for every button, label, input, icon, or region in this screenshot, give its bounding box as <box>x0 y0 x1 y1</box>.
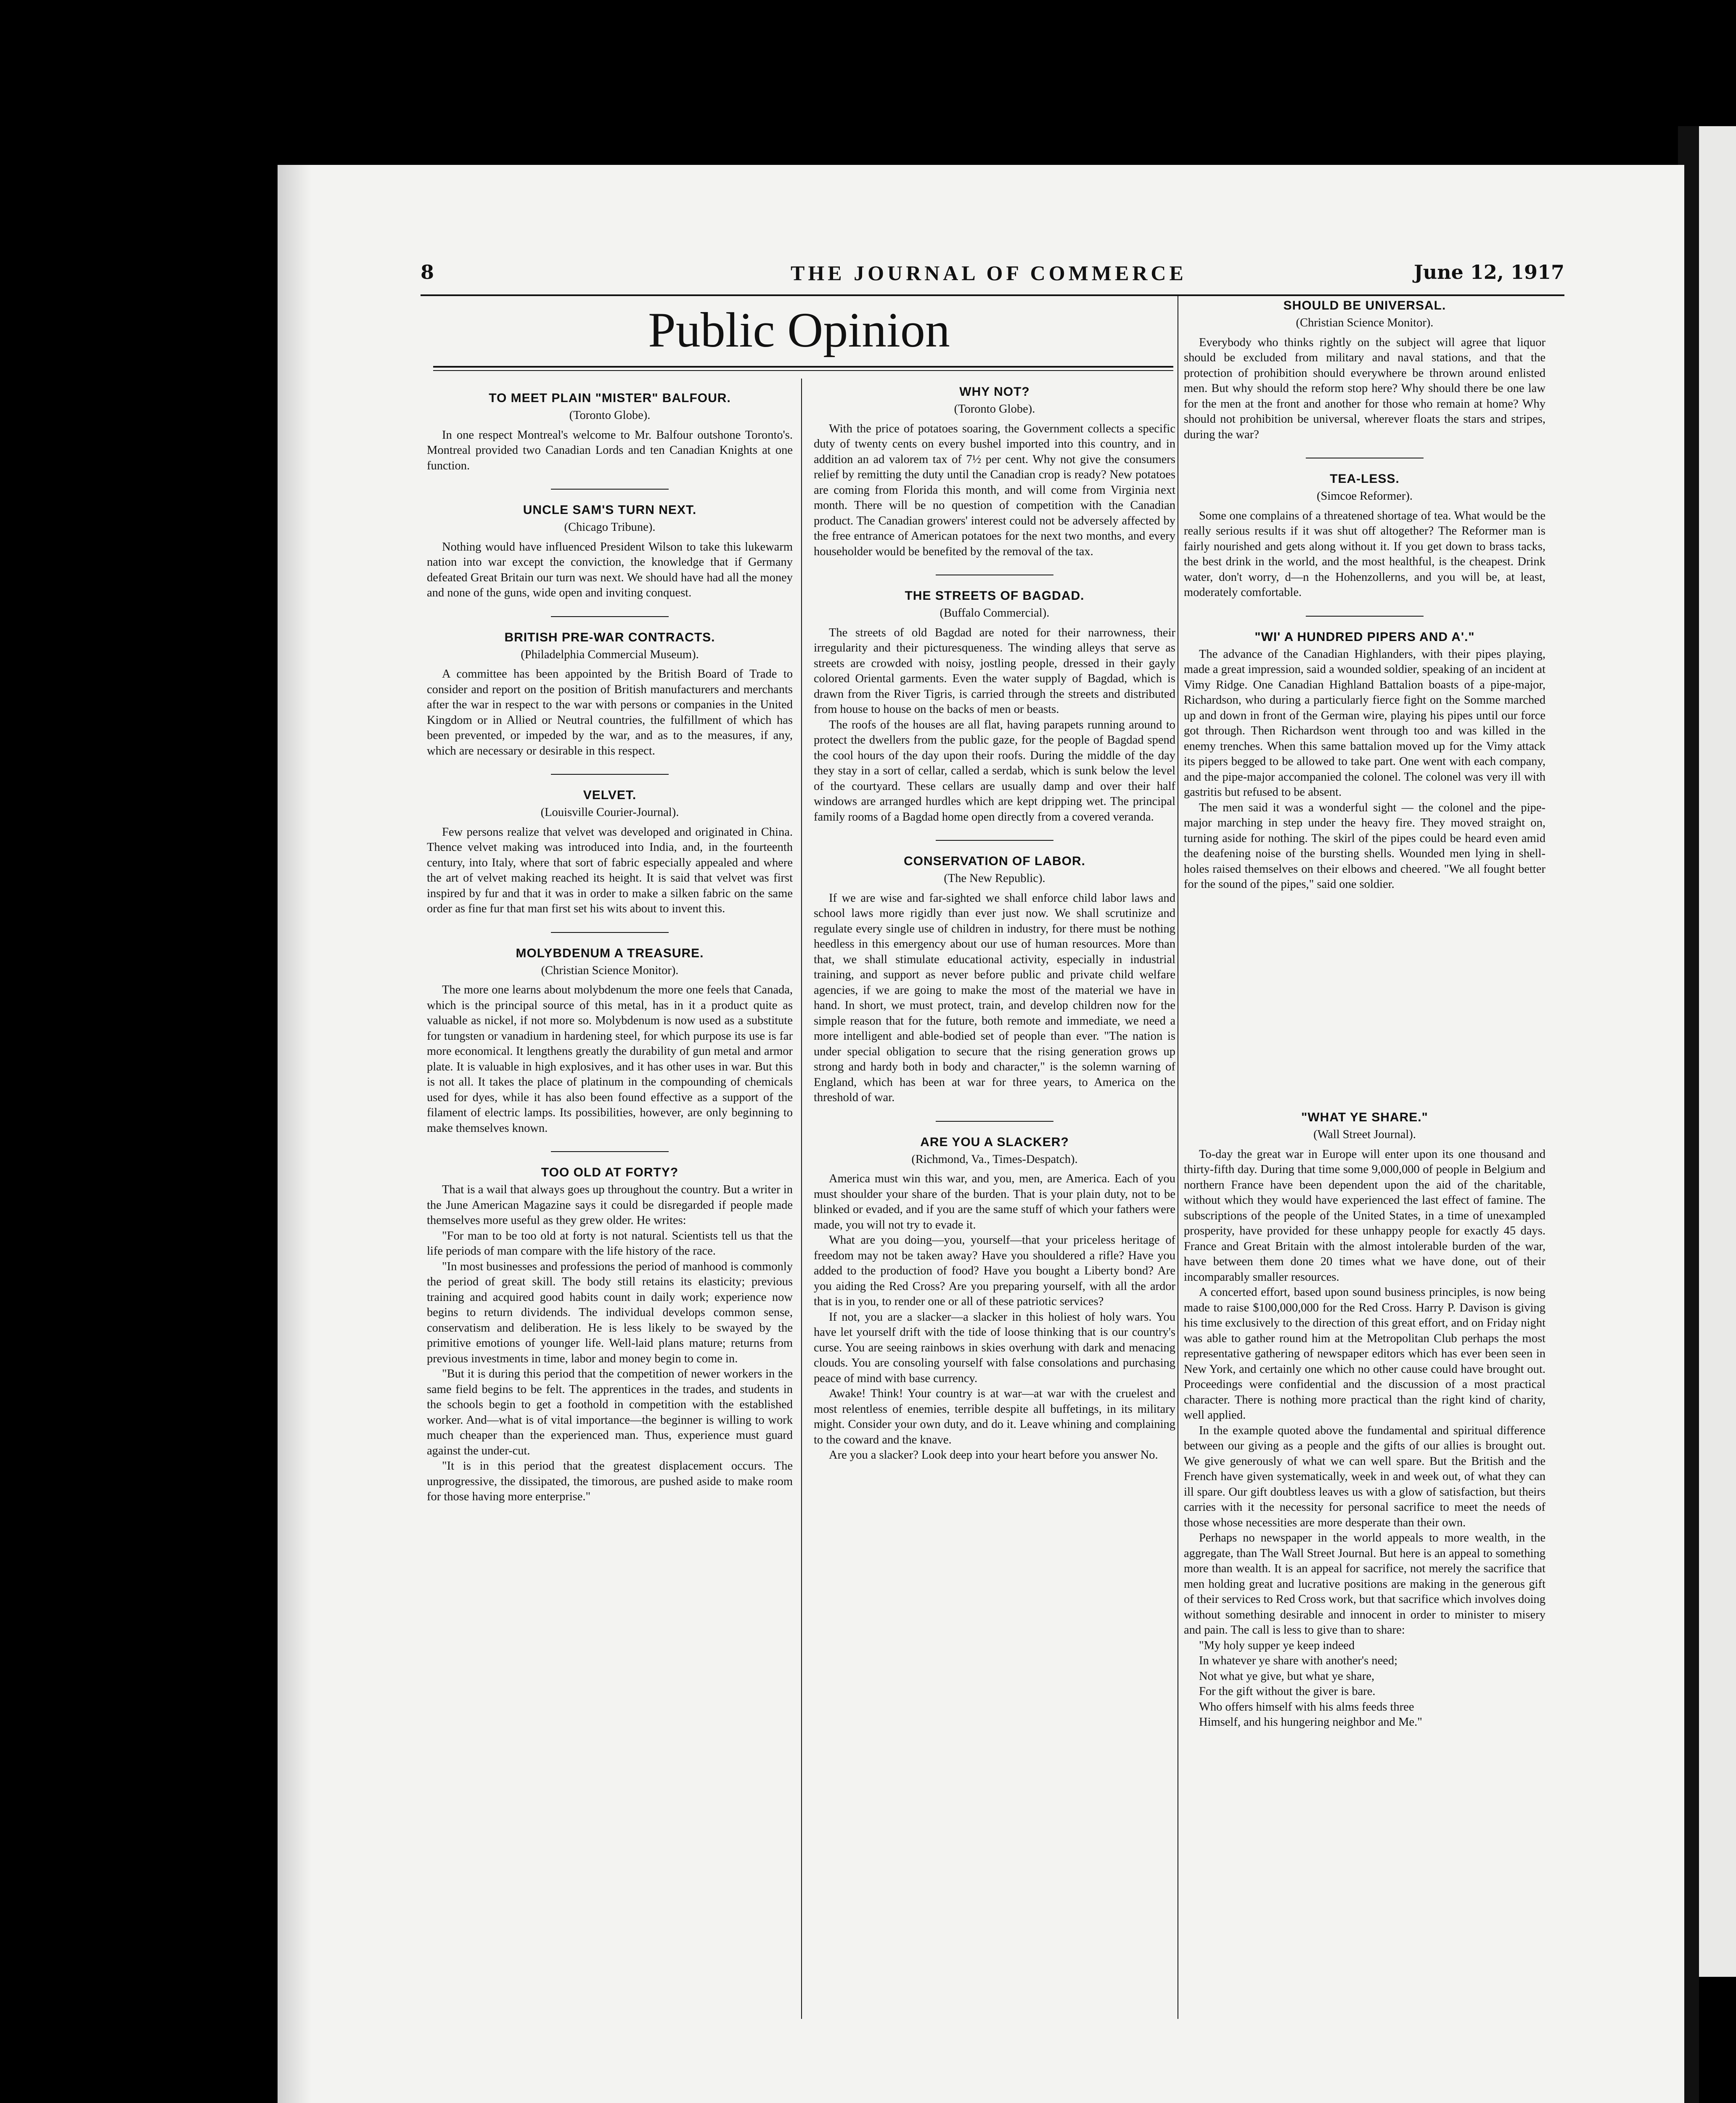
article <box>427 489 793 601</box>
article <box>814 575 1175 825</box>
article-paragraph: If not, you are a slacker—a slacker in this holiest of holy wars. You have let yourself drift with the tide of loose thinking that is our country's curse. You are seeing rainbows in skies overhung with dark and menacing clouds. You are consoling yourself with false consolations and purchasing peace of mind with base currency. <box>814 1310 1175 1385</box>
section-heading: Public Opinion <box>648 302 950 358</box>
article-source: (Chicago Tribune). <box>564 521 656 534</box>
article-paragraph: The advance of the Canadian Highlanders, with their pipes playing, made a great impression, said a wounded soldier, speaking of an incident at Vimy Ridge. One Canadian Highland Battalion boasts of a pipe-major, Richardson, who during a particularly fierce fight on the Somme marched up and down in front of the German wire, playing his pipes until our force got through. Then Richardson went through too and was killed in the enemy trenches. When this same battalion moved up for the Vimy attack its pipers begged to be allowed to take part. One went with each company, and the pipe-major accompanied the colonel. The colonel was very ill with gastritis but refused to be absent. <box>1184 647 1545 799</box>
article-title: UNCLE SAM'S TURN NEXT. <box>523 503 697 517</box>
article-title: THE STREETS OF BAGDAD. <box>905 589 1085 603</box>
article-paragraph: With the price of potatoes soaring, the Government collects a specific duty of twenty cents on every bushel imported into this country, and in addition an ad valorem tax of 7½ per cent. Why not give the consumers relief by remitting the duty until the Canadian crop is ready? New potatoes are coming from Florida this month, and will come from Virginia next month. There will be no question of competition with the Canadian product. The Canadian growers' interest could not be adversely affected by the free entrance of American potatoes for the next two months, and every householder would be benefited by the removal of the tax. <box>814 422 1175 558</box>
article-paragraph: To-day the great war in Europe will enter upon its one thousand and thirty-fifth day. During that time some 9,000,000 of people in Belgium and northern France have been dependent upon the aid of the charitable, without which they would have experienced the last effect of famine. The subscriptions of the people of the United States, in a time of unexampled prosperity, have provided for these unhappy people for exactly 45 days. France and Great Britain with the almost intolerable burden of the war, have between them done 20 times what we have done, out of their incomparably smaller resources. <box>1184 1147 1545 1284</box>
heading-rule-1 <box>433 366 1173 368</box>
article <box>814 840 1175 1106</box>
article-paragraph: Are you a slacker? Look deep into your heart before you answer No. <box>829 1449 1158 1462</box>
article-title: TEA-LESS. <box>1330 472 1400 486</box>
article-source: (Christian Science Monitor). <box>1296 316 1434 329</box>
article-source: (Richmond, Va., Times-Despatch). <box>911 1152 1078 1166</box>
article-separator <box>936 840 1053 841</box>
column-3 <box>1184 294 1545 895</box>
article-title: "WI' A HUNDRED PIPERS AND A'." <box>1254 630 1475 644</box>
article-title: SHOULD BE UNIVERSAL. <box>1283 299 1446 313</box>
article-source: (Toronto Globe). <box>954 403 1035 416</box>
article-separator <box>551 616 669 617</box>
verse-line: Not what ye give, but what ye share, <box>1199 1669 1375 1683</box>
article-source: (Toronto Globe). <box>569 409 651 422</box>
article-paragraph: A committee has been appointed by the British Board of Trade to consider and report on the position of British manufacturers and merchants after the war in respect to the war with persons or companies in the United Kingdom or in Allied or Neutral countries, the fulfillment of which has been prevented, or impeded by the war, and as to the measures, if any, which are necessary or desirable in this respect. <box>427 667 793 758</box>
article-source: (Buffalo Commercial). <box>939 607 1050 620</box>
article-paragraph: "For man to be too old at forty is not natural. Scientists tell us that the life periods of man compare with the life history of the race. <box>427 1229 793 1258</box>
article-source: (Wall Street Journal). <box>1313 1128 1416 1141</box>
article-paragraph: Some one complains of a threatened shortage of tea. What would be the really serious results if it was shut off altogether? The Reformer man is fairly nourished and gets along without it. If you get down to brass tacks, the best drink in the world, and the most healthful, is the cheapest. Drink water, don't worry, d—n the Hohenzollerns, and you will be, at least, moderately comfortable. <box>1184 509 1545 599</box>
article <box>427 774 793 917</box>
article-paragraph: Everybody who thinks rightly on the subject will agree that liquor should be excluded from military and naval stations, and that the protection of prohibition should everywhere be thrown around enlisted men. But why should the reform stop here? Why should there be one law for the men at the front and another for those who remain at home? Why should not prohibition be universal, wherever floats the stars and stripes, during the war? <box>1184 336 1545 441</box>
article-paragraph: "But it is during this period that the competition of newer workers in the same field begins to be felt. The apprentices in the trades, and students in the schools begin to get a foothold in competition with the established worker. And—what is of vital importance—the beginner is willing to work much cheaper than the experienced man. Thus, experience must guard against the under-cut. <box>427 1367 793 1457</box>
article-title: ARE YOU A SLACKER? <box>920 1135 1069 1149</box>
article-paragraph: In the example quoted above the fundamental and spiritual difference between our giving as a people and the gifts of our allies is brought out. We give generously of what we can well spare. But the British and the French have given systematically, week in and week out, of what they can ill spare. Our gift doubtless leaves us with a glow of satisfaction, but theirs carries with it the necessity for personal sacrifice to meet the needs of those whose necessities are more desperate than their own. <box>1184 1424 1545 1529</box>
article-separator <box>1306 616 1424 617</box>
article-paragraph: "It is in this period that the greatest displacement occurs. The unprogressive, the dissipated, the timorous, are pushed aside to make room for those having more enterprise." <box>427 1459 793 1503</box>
article-title: MOLYBDENUM A TREASURE. <box>516 946 704 960</box>
article-paragraph: Few persons realize that velvet was developed and originated in China. Thence velvet making was introduced into India, and, in the fourteenth century, into Italy, where that sort of fabric especially appealed and where the art of velvet making reached its height. It is said that velvet was first inspired by fur and that it was in order to make a silken fabric on the same order as fine fur that man first set his wits about to invent this. <box>427 825 793 915</box>
article-source: (Christian Science Monitor). <box>541 964 679 977</box>
article-separator <box>936 1121 1053 1122</box>
article-title: TO MEET PLAIN "MISTER" BALFOUR. <box>489 391 731 405</box>
page-number: 8 <box>421 261 434 283</box>
heading-rule-2 <box>433 370 1173 371</box>
article-source: (Simcoe Reformer). <box>1317 490 1413 503</box>
column-2 <box>814 381 1175 1466</box>
page-left-shadow <box>278 165 311 2103</box>
article <box>814 1121 1175 1463</box>
article-paragraph: What are you doing—you, yourself—that your priceless heritage of freedom may not be taken away? Have you shouldered a rifle? Have you added to the production of food? Have you bought a Liberty bond? Are you aiding the Red Cross? Are you preparing yourself, with all the ardor that is in you, to render one or all of these patriotic services? <box>814 1234 1175 1308</box>
article-paragraph: That is a wail that always goes up throughout the country. But a writer in the June American Magazine says it could be disregarded if people made themselves more useful as they grew older. He writes: <box>427 1183 793 1227</box>
article-title: "WHAT YE SHARE." <box>1301 1110 1428 1124</box>
article-paragraph: Perhaps no newspaper in the world appeals to more wealth, in the aggregate, than The Wall Street Journal. But here is an appeal to something more than wealth. It is an appeal for sacrifice, not merely the sacrifice that men holding great and lucrative positions are making in the generous gift of their services to Red Cross work, but that sacrifice which involves doing without something desirable and innocent in order to minister to misery and pain. The call is less to give than to share: <box>1184 1531 1545 1637</box>
article <box>427 390 793 474</box>
article-paragraph: Awake! Think! Your country is at war—at war with the cruelest and most relentless of enemies, terrible despite all buffetings, in its military might. Consider your own duty, and do it. Leave whining and complaining to the coward and the knave. <box>814 1387 1175 1446</box>
article <box>1184 298 1545 442</box>
article <box>427 1151 793 1505</box>
article-paragraph: The roofs of the houses are all flat, having parapets running around to protect the dwellers from the public gaze, for the people of Bagdad spend the cool hours of the day upon their roofs. During the middle of the day they stay in a sort of cellar, called a serdab, which is sunk below the level of the courtyard. These cellars are usually damp and over their half windows are arranged hurdles which are kept dripping wet. The principal family rooms of a Bagdad home open directly from a covered veranda. <box>814 718 1175 824</box>
article-title: BRITISH PRE-WAR CONTRACTS. <box>504 630 715 644</box>
article-title: CONSERVATION OF LABOR. <box>903 854 1085 868</box>
poem-excerpt <box>1184 1638 1545 1730</box>
article <box>427 616 793 759</box>
article-paragraph: In one respect Montreal's welcome to Mr. Balfour outshone Toronto's. Montreal provided two Canadian Lords and ten Canadian Knights at one function. <box>427 428 793 472</box>
article-source: (Louisville Courier-Journal). <box>540 806 679 819</box>
article-paragraph: "In most businesses and professions the period of manhood is commonly the period of great skill. The body still retains its elasticity; previous training and acquired good habits count in daily work; experience now begins to return dividends. The individual develops common sense, conservatism and deliberation. He is less likely to be swayed by the primitive emotions of younger life. Well-laid plans mature; returns from previous investments in time, labor and money begin to come in. <box>427 1260 793 1365</box>
verse-line: In whatever ye share with another's need; <box>1199 1654 1398 1667</box>
article <box>427 932 793 1136</box>
verse-line: Himself, and his hungering neighbor and Me." <box>1199 1716 1422 1729</box>
article-paragraph: A concerted effort, based upon sound business principles, is now being made to raise $100,000,000 for the Red Cross. Harry P. Davison is giving his time exclusively to the direction of this great effort, and on Friday night was able to gather round him at the Metropolitan Club perhaps the most representative gathering of newspaper editors which has ever been seen in New York, and certainly one which no other cause could have brought out. Proceedings were confidential and the discussion of a most practical character. There is nothing more practical than the right kind of charity, well applied. <box>1184 1286 1545 1422</box>
article-paragraph: America must win this war, and you, men, are America. Each of you must shoulder your share of the burden. That is your plain duty, not to be blinked or evaded, and if you are the same stuff of which your fathers were made, you will not try to evade it. <box>814 1172 1175 1232</box>
article-separator <box>551 1151 669 1152</box>
article-title: WHY NOT? <box>959 385 1030 399</box>
article <box>1184 1110 1545 1730</box>
article-paragraph: If we are wise and far-sighted we shall enforce child labor laws and school laws more rigidly than ever just now. We shall scrutinize and regulate every single use of children in industry, for there must be nothing heedless in this emergency about our use of human resources. More than that, we shall stimulate educational activity, especially in industrial training, and support as never before public and private child welfare agencies, if we are going to make the most of the material we have in hand. In short, we must protect, train, and develop children now for the simple reason that for the future, both remote and immediate, we need a more intelligent and able-bodied set of people than ever. "The nation is under special obligation to secure that the rising generation grows up strong and hardy both in body and character," is the solemn warning of England, which has been at war for three years, to America on the threshold of war. <box>814 891 1175 1104</box>
article <box>814 384 1175 559</box>
column-rule-1 <box>801 379 802 2019</box>
verse-line: For the gift without the giver is bare. <box>1199 1685 1376 1698</box>
article <box>1184 458 1545 601</box>
issue-date: June 12, 1917 <box>1413 261 1564 283</box>
article-paragraph: Nothing would have influenced President Wilson to take this lukewarm nation into war except the conviction, the knowledge that if Germany defeated Great Britain our turn was next. We should have had all the money and none of the guns, wide open and inviting conquest. <box>427 540 793 599</box>
masthead <box>421 261 1564 290</box>
column-1 <box>427 387 793 1507</box>
journal-title: THE JOURNAL OF COMMERCE <box>791 261 1187 285</box>
article-title: VELVET. <box>583 788 637 802</box>
verse-line: "My holy supper ye keep indeed <box>1199 1639 1355 1652</box>
article-paragraph: The streets of old Bagdad are noted for their narrowness, their irregularity and their picturesqueness. The winding alleys that serve as streets are crowded with noisy, jostling people, dressed in their gayly colored Oriental garments. Even the water supply of Bagdad, which is drawn from the River Tigris, is carried through the streets and distributed from house to house on the backs of men or beasts. <box>814 626 1175 716</box>
article-title: TOO OLD AT FORTY? <box>541 1165 679 1179</box>
article <box>1184 616 1545 893</box>
adjacent-page-edge <box>1699 126 1736 1977</box>
article-source: (Philadelphia Commercial Museum). <box>521 648 699 661</box>
article-paragraph: The more one learns about molybdenum the more one feels that Canada, which is the principal source of this metal, has in it a product quite as valuable as nickel, if not more so. Molybdenum is now used as a substitute for tungsten or vanadium in hardening steel, for which purpose its use is far more economical. It lengthens greatly the durability of gun metal and armor plate. It is valuable in high explosives, and it has other uses in war. But this is not all. It takes the place of platinum in the compounding of chemicals used for dyes, while it has also been found effective as a support of the filament of electric lamps. Its possibilities, however, are only beginning to make themselves known. <box>427 983 793 1135</box>
article-paragraph: The men said it was a wonderful sight — the colonel and the pipe-major marching in step under the heavy fire. They moved straight on, turning aside for nothing. The skirl of the pipes could be heard even amid the deafening noise of the bursting shells. Wounded men lying in shell-holes raised themselves on their elbows and cheered. "We all fought better for the sound of the pipes," said one soldier. <box>1184 801 1545 891</box>
column-3-lower <box>1184 1106 1545 1733</box>
article-separator <box>551 489 669 490</box>
article-separator <box>551 932 669 933</box>
verse-line: Who offers himself with his alms feeds three <box>1199 1700 1414 1714</box>
article-separator <box>551 774 669 775</box>
article-source: (The New Republic). <box>944 872 1045 885</box>
